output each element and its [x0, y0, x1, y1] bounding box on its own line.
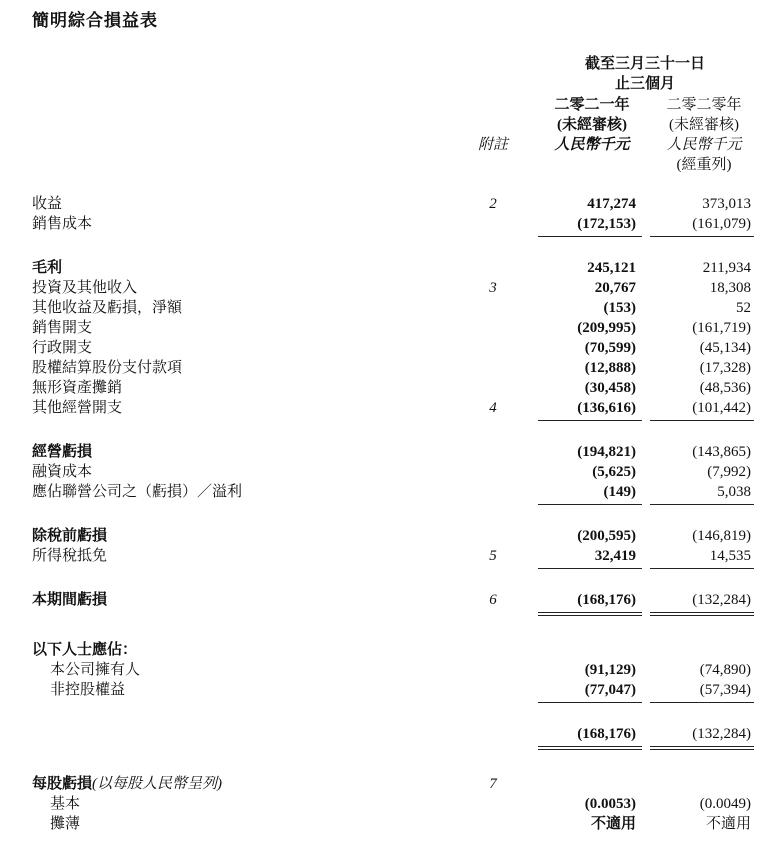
- row-note: 4: [489, 400, 497, 416]
- subtotal-rule: [650, 568, 754, 569]
- eps-label: 每股虧損: [32, 776, 93, 792]
- row-prior-value: (161,719): [692, 320, 751, 336]
- subtotal-rule: [538, 236, 642, 237]
- table-row: [0, 526, 782, 546]
- row-current-value: 417,274: [587, 196, 636, 212]
- row-prior-value: (7,992): [707, 464, 751, 480]
- row-current-value: 245,121: [587, 260, 636, 276]
- table-row: [0, 398, 782, 418]
- row-label: 毛利: [32, 260, 63, 276]
- row-note: 7: [489, 776, 497, 792]
- table-row: [0, 298, 782, 318]
- row-note: 2: [489, 196, 497, 212]
- row-label: 以下人士應佔：: [32, 642, 138, 658]
- prior-restated-header: (經重列): [676, 157, 732, 173]
- table-row: [0, 442, 782, 462]
- row-note: 3: [489, 280, 497, 296]
- row-current-value: 不適用: [590, 816, 636, 832]
- total-double-rule: [538, 749, 642, 750]
- table-row: [0, 338, 782, 358]
- subtotal-rule: [538, 702, 642, 703]
- row-prior-value: (132,284): [692, 592, 751, 608]
- row-current-value: (0.0053): [584, 796, 636, 812]
- table-row: [0, 358, 782, 378]
- row-label: 銷售開支: [32, 320, 93, 336]
- table-row: [0, 774, 782, 794]
- row-current-value: (30,458): [584, 380, 636, 396]
- table-row: [0, 814, 782, 834]
- total-double-rule: [538, 615, 642, 616]
- eps-label-note: (以每股人民幣呈列): [92, 776, 223, 792]
- row-current-value: (149): [603, 484, 636, 500]
- row-current-value: (77,047): [584, 682, 636, 698]
- table-row: [0, 258, 782, 278]
- prior-year-header: 二零二零年: [666, 97, 742, 113]
- total-double-rule: [538, 612, 642, 613]
- row-label: 其他經營開支: [32, 400, 123, 416]
- row-prior-value: (143,865): [692, 444, 751, 460]
- subtotal-rule: [650, 236, 754, 237]
- total-double-rule: [650, 615, 754, 616]
- row-prior-value: 52: [736, 300, 751, 316]
- table-row: [0, 546, 782, 566]
- row-prior-value: 14,535: [709, 548, 751, 564]
- statement-title: 簡明綜合損益表: [32, 11, 158, 31]
- row-prior-value: (48,536): [699, 380, 751, 396]
- row-current-value: 32,419: [594, 548, 636, 564]
- note-column-header: 附註: [477, 137, 508, 153]
- table-row: [0, 660, 782, 680]
- current-year-header: 二零二一年: [554, 97, 630, 113]
- row-prior-value: 18,308: [709, 280, 751, 296]
- row-note: 5: [489, 548, 497, 564]
- row-prior-value: (17,328): [699, 360, 751, 376]
- table-row: [0, 724, 782, 744]
- row-current-value: (172,153): [577, 216, 636, 232]
- row-current-value: (91,129): [584, 662, 636, 678]
- current-audit-header: (未經審核): [557, 117, 627, 133]
- row-current-value: (5,625): [592, 464, 636, 480]
- row-label: 無形資產攤銷: [32, 380, 123, 396]
- row-label: 基本: [50, 796, 81, 812]
- row-label: 投資及其他收入: [32, 280, 138, 296]
- table-row: [0, 318, 782, 338]
- row-label: 經營虧損: [32, 444, 93, 460]
- row-note: 6: [489, 592, 497, 608]
- row-prior-value: 5,038: [717, 484, 751, 500]
- row-prior-value: (161,079): [692, 216, 751, 232]
- table-row: [0, 794, 782, 814]
- row-current-value: (194,821): [577, 444, 636, 460]
- row-prior-value: (146,819): [692, 528, 751, 544]
- row-label: 其他收益及虧損，淨額: [32, 300, 183, 316]
- table-row: [0, 462, 782, 482]
- row-current-value: (168,176): [577, 726, 636, 742]
- row-label: [32, 774, 222, 794]
- subtotal-rule: [538, 420, 642, 421]
- row-prior-value: 不適用: [705, 816, 751, 832]
- row-label: 所得稅抵免: [32, 548, 108, 564]
- row-prior-value: (57,394): [699, 682, 751, 698]
- row-current-value: (136,616): [577, 400, 636, 416]
- period-line-1: 截至三月三十一日: [584, 56, 705, 72]
- row-current-value: (168,176): [577, 592, 636, 608]
- total-double-rule: [650, 746, 754, 747]
- row-prior-value: (132,284): [692, 726, 751, 742]
- subtotal-rule: [650, 420, 754, 421]
- row-label: 股權結算股份支付款項: [32, 360, 183, 376]
- row-label: 攤薄: [50, 816, 81, 832]
- table-row: [0, 640, 782, 660]
- row-label: 本公司擁有人: [50, 662, 141, 678]
- row-current-value: (153): [603, 300, 636, 316]
- row-prior-value: (74,890): [699, 662, 751, 678]
- table-row: [0, 278, 782, 298]
- table-row: [0, 214, 782, 234]
- row-prior-value: (0.0049): [699, 796, 751, 812]
- subtotal-rule: [650, 702, 754, 703]
- row-prior-value: (45,134): [699, 340, 751, 356]
- period-line-2: 止三個月: [614, 76, 675, 92]
- table-row: [0, 590, 782, 610]
- row-current-value: (209,995): [577, 320, 636, 336]
- row-label: 除稅前虧損: [32, 528, 108, 544]
- subtotal-rule: [538, 504, 642, 505]
- row-label: 銷售成本: [32, 216, 93, 232]
- row-prior-value: (101,442): [692, 400, 751, 416]
- row-current-value: (12,888): [584, 360, 636, 376]
- table-row: [0, 482, 782, 502]
- row-label: 收益: [32, 196, 63, 212]
- prior-audit-header: (未經審核): [669, 117, 739, 133]
- total-double-rule: [650, 612, 754, 613]
- row-current-value: (70,599): [584, 340, 636, 356]
- row-label: 非控股權益: [50, 682, 126, 698]
- row-current-value: 20,767: [594, 280, 636, 296]
- current-unit-header: 人民幣千元: [554, 137, 630, 153]
- total-double-rule: [650, 749, 754, 750]
- row-label: 本期間虧損: [32, 592, 108, 608]
- row-label: 應佔聯營公司之（虧損）／溢利: [32, 484, 243, 500]
- prior-unit-header: 人民幣千元: [666, 137, 742, 153]
- table-row: [0, 194, 782, 214]
- subtotal-rule: [650, 504, 754, 505]
- row-label: 行政開支: [32, 340, 93, 356]
- row-label: 融資成本: [32, 464, 93, 480]
- table-row: [0, 378, 782, 398]
- table-row: [0, 680, 782, 700]
- total-double-rule: [538, 746, 642, 747]
- row-prior-value: 211,934: [702, 260, 751, 276]
- row-current-value: (200,595): [577, 528, 636, 544]
- subtotal-rule: [538, 568, 642, 569]
- row-prior-value: 373,013: [702, 196, 751, 212]
